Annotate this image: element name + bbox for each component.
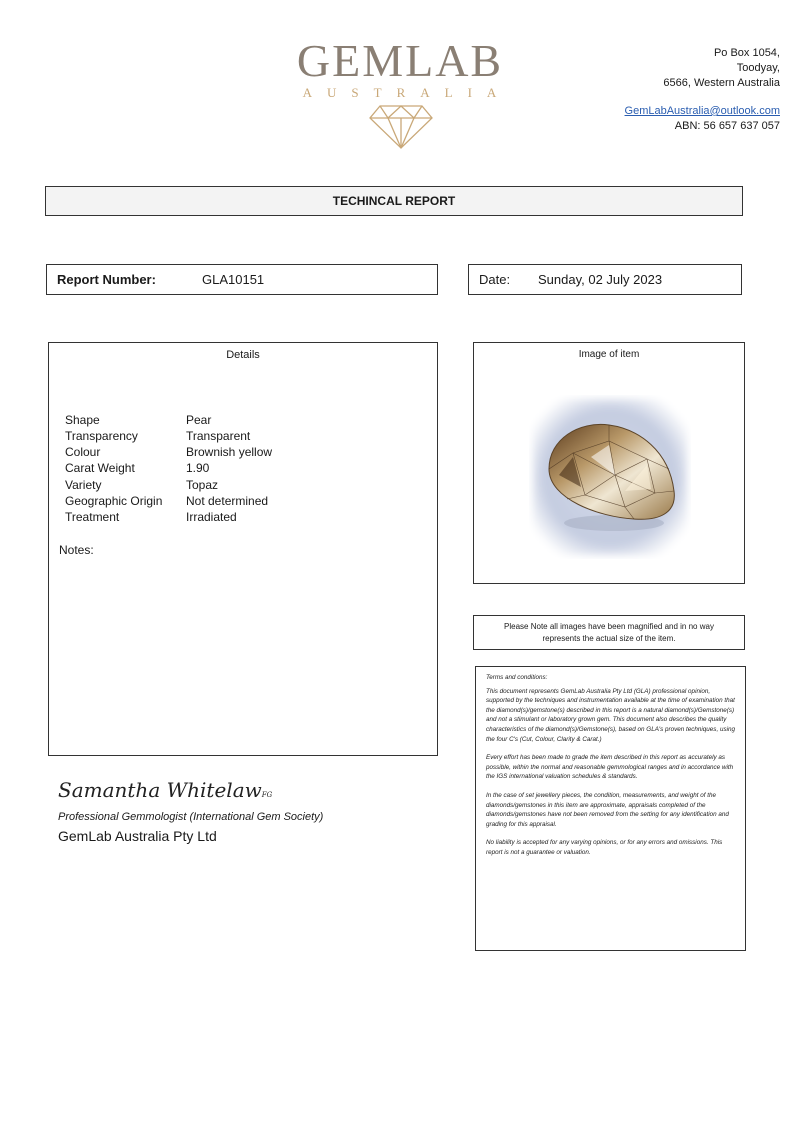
terms-paragraph-1: This document represents GemLab Australia Pty Ltd (GLA) professional opinion, supported by the techniques and instrumentation available at the time of examination that the diamond(s)/gemstone(s) described in this report is a natural diamond(s)/Gemstone(s) and not a stimulant or laboratory grown gem. This document also describes the quality characteristics of the diamond(s)/Gemstone(s), based on GLA's proven techniques, using the four C's (Cut, Colour, Clarity & Carat.) [486, 687, 736, 743]
detail-row-geographic-origin [65, 493, 268, 509]
detail-key: Geographic Origin [65, 494, 163, 508]
terms-paragraph-4: No liability is accepted for any varying opinions, or for any errors and omissions. This report is not a guarantee or valuation. [486, 839, 723, 856]
signature [58, 778, 272, 802]
image-note-text: Please Note all images have been magnified and in no way represents the actual size of the item. [504, 622, 714, 643]
report-number-label: Report Number: [57, 272, 156, 287]
signature-suffix: FG [261, 791, 273, 799]
report-title-box [45, 186, 743, 216]
diamond-icon [368, 104, 434, 150]
date-value: Sunday, 02 July 2023 [538, 272, 663, 287]
detail-key: Treatment [65, 510, 120, 524]
image-heading: Image of item [578, 349, 640, 360]
address-line-1: Po Box 1054, [713, 47, 780, 59]
detail-key: Variety [65, 478, 102, 492]
detail-key: Colour [65, 445, 101, 459]
detail-value: 1.90 [186, 461, 210, 475]
gemstone-photo [529, 395, 691, 559]
lab-address [520, 46, 780, 134]
detail-row-shape [65, 412, 211, 428]
detail-row-colour [65, 444, 272, 460]
logo-title: GEMLAB [296, 35, 504, 86]
detail-value: Pear [186, 413, 212, 427]
detail-value: Not determined [186, 494, 269, 508]
detail-key: Carat Weight [65, 461, 135, 475]
detail-row-variety [65, 477, 218, 493]
date-label: Date: [479, 272, 511, 287]
image-size-note [473, 615, 745, 650]
detail-value: Brownish yellow [186, 445, 273, 459]
detail-row-transparency [65, 428, 250, 444]
detail-value: Transparent [186, 429, 251, 443]
report-number-box [46, 264, 438, 295]
detail-value: Topaz [186, 478, 219, 492]
logo-subtitle: AUSTRALIA [302, 85, 512, 100]
detail-key: Transparency [65, 429, 138, 443]
abn-number: ABN: 56 657 637 057 [674, 120, 780, 132]
report-title: TECHINCAL REPORT [332, 194, 456, 208]
terms-paragraph-2: Every effort has been made to grade the item described in this report as accurately as possible, within the normal and reasonable gemmological ranges and in accordance with the IGS international valuation schedules & standards. [486, 754, 734, 781]
detail-row-carat-weight [65, 460, 209, 476]
address-line-2: Toodyay, [736, 62, 780, 74]
notes-label: Notes: [59, 543, 94, 557]
terms-paragraph-3: In the case of set jewellery pieces, the condition, measurements, and weight of the diamonds/gemstones in this item are approximate, appraisals completed of the diamonds/gemstones have not been removed from the setting for any identification and grading for this appraisal. [486, 791, 729, 828]
gemmologist-title: Professional Gemmologist (International Gem Society) [58, 811, 324, 823]
terms-box [475, 666, 746, 951]
detail-key: Shape [65, 413, 100, 427]
item-image-box [473, 342, 745, 584]
gemlab-logo [280, 35, 520, 153]
details-heading: Details [226, 349, 260, 361]
date-box [468, 264, 742, 295]
terms-heading: Terms and conditions: [486, 674, 548, 681]
email-link[interactable]: GemLabAustralia@outlook.com [624, 105, 780, 117]
detail-value: Irradiated [186, 510, 237, 524]
detail-row-treatment [65, 509, 237, 525]
address-line-3: 6566, Western Australia [663, 77, 780, 89]
signature-name: Samantha Whitelaw [58, 778, 262, 802]
report-number-value: GLA10151 [202, 272, 265, 287]
details-box [48, 342, 438, 756]
company-name: GemLab Australia Pty Ltd [58, 828, 217, 844]
